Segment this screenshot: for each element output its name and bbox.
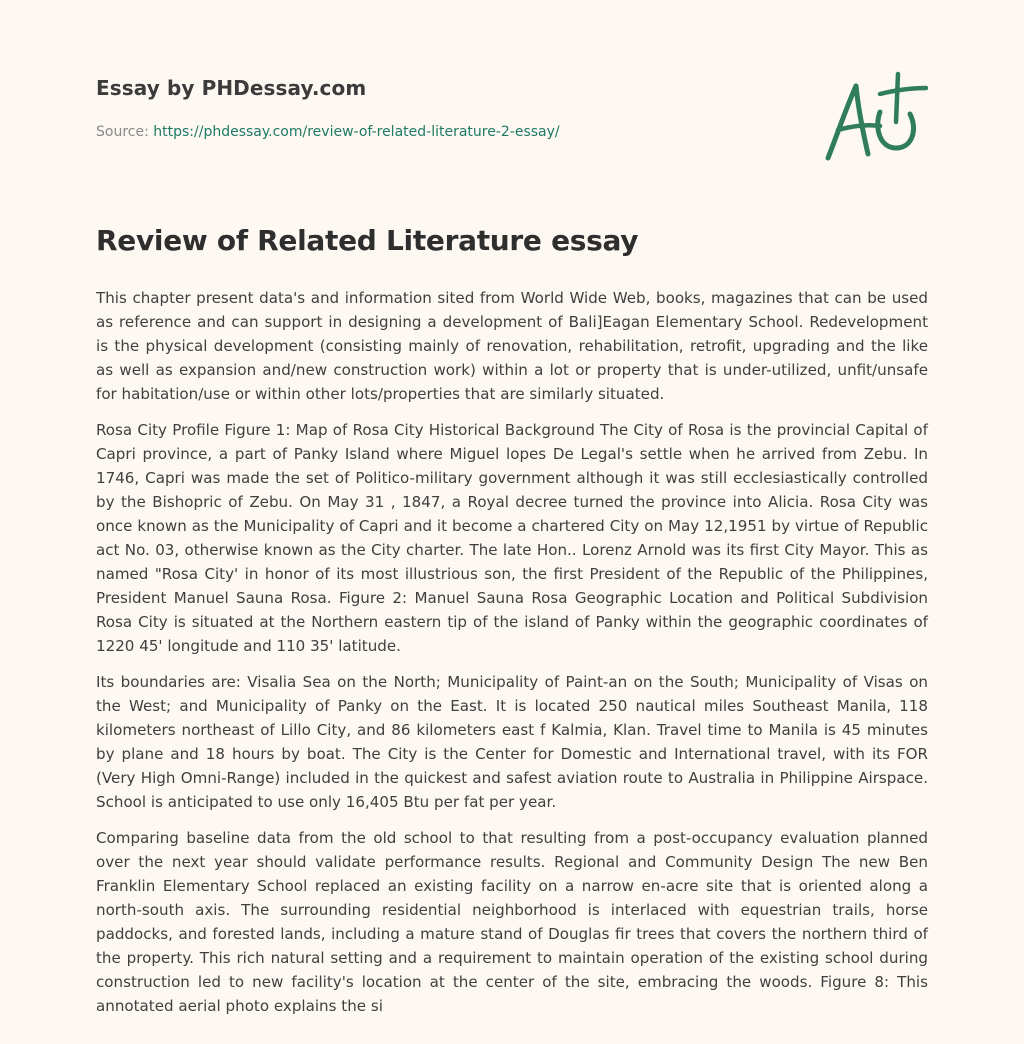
source-link[interactable]: https://phdessay.com/review-of-related-literature-2-essay/ — [153, 124, 560, 140]
a-plus-grade-icon — [818, 68, 930, 164]
site-header — [96, 76, 696, 100]
site-brand: Essay by PHDessay.com — [96, 76, 367, 100]
essay-title: Review of Related Literature essay — [96, 224, 639, 257]
essay-paragraph: Comparing baseline data from the old school to that resulting from a post-occupancy evaluation planned over the next year should validate performance results. Regional and Community Design The new Ben Franklin Elementary School replaced an existing facility on a narrow en-acre site that is oriented along a north-south axis. The surrounding residential neighborhood is interlaced with equestrian trails, horse paddocks, and forested lands, including a mature stand of Douglas fir trees that covers the northern third of the property. This rich natural setting and a requirement to maintain operation of the existing school during construction led to new facility's location at the center of the site, embracing the woods. Figure 8: This annotated aerial photo explains the si — [96, 829, 928, 1015]
essay-paragraph: This chapter present data's and information sited from World Wide Web, books, magazines that can be used as reference and can support in designing a development of Bali]Eagan Elementary School. Redevelopment is the physical development (consisting mainly of renovation, rehabilitation, retrofit, upgrading and the like as well as expansion and/new construction work) within a lot or property that is under-utilized, unfit/unsafe for habitation/use or within other lots/properties that are similarly situated. — [96, 289, 928, 403]
essay-paragraph: Rosa City Profile Figure 1: Map of Rosa City Historical Background The City of Rosa is the provincial Capital of Capri province, a part of Panky Island where Miguel lopes De Legal's settle when he arrived from Zebu. In 1746, Capri was made the set of Politico-military government although it was still ecclesiastically controlled by the Bishopric of Zebu. On May 31 , 1847, a Royal decree turned the province into Alicia. Rosa City was once known as the Municipality of Capri and it become a chartered City on May 12,1951 by virtue of Republic act No. 03, otherwise known as the City charter. The late Hon.. Lorenz Arnold was its first City Mayor. This as named "Rosa City' in honor of its most illustrious son, the first President of the Republic of the Philippines, President Manuel Sauna Rosa. Figure 2: Manuel Sauna Rosa Geographic Location and Political Subdivision Rosa City is situated at the Northern eastern tip of the island of Panky within the geographic coordinates of 1220 45' longitude and 110 35' latitude. — [96, 421, 928, 655]
source-line — [96, 124, 560, 140]
essay-paragraph: Its boundaries are: Visalia Sea on the North; Municipality of Paint-an on the South; Municipality of Visas on the West; and Municipality of Panky on the East. It is located 250 nautical miles Southeast Manila, 118 kilometers northeast of Lillo City, and 86 kilometers east f Kalmia, Klan. Travel time to Manila is 45 minutes by plane and 18 hours by boat. The City is the Center for Domestic and International travel, with its FOR (Very High Omni-Range) included in the quickest and safest aviation route to Australia in Philippine Airspace. School is anticipated to use only 16,405 Btu per fat per year. — [96, 673, 928, 811]
essay-body — [96, 286, 928, 1030]
source-label: Source: — [96, 124, 154, 140]
